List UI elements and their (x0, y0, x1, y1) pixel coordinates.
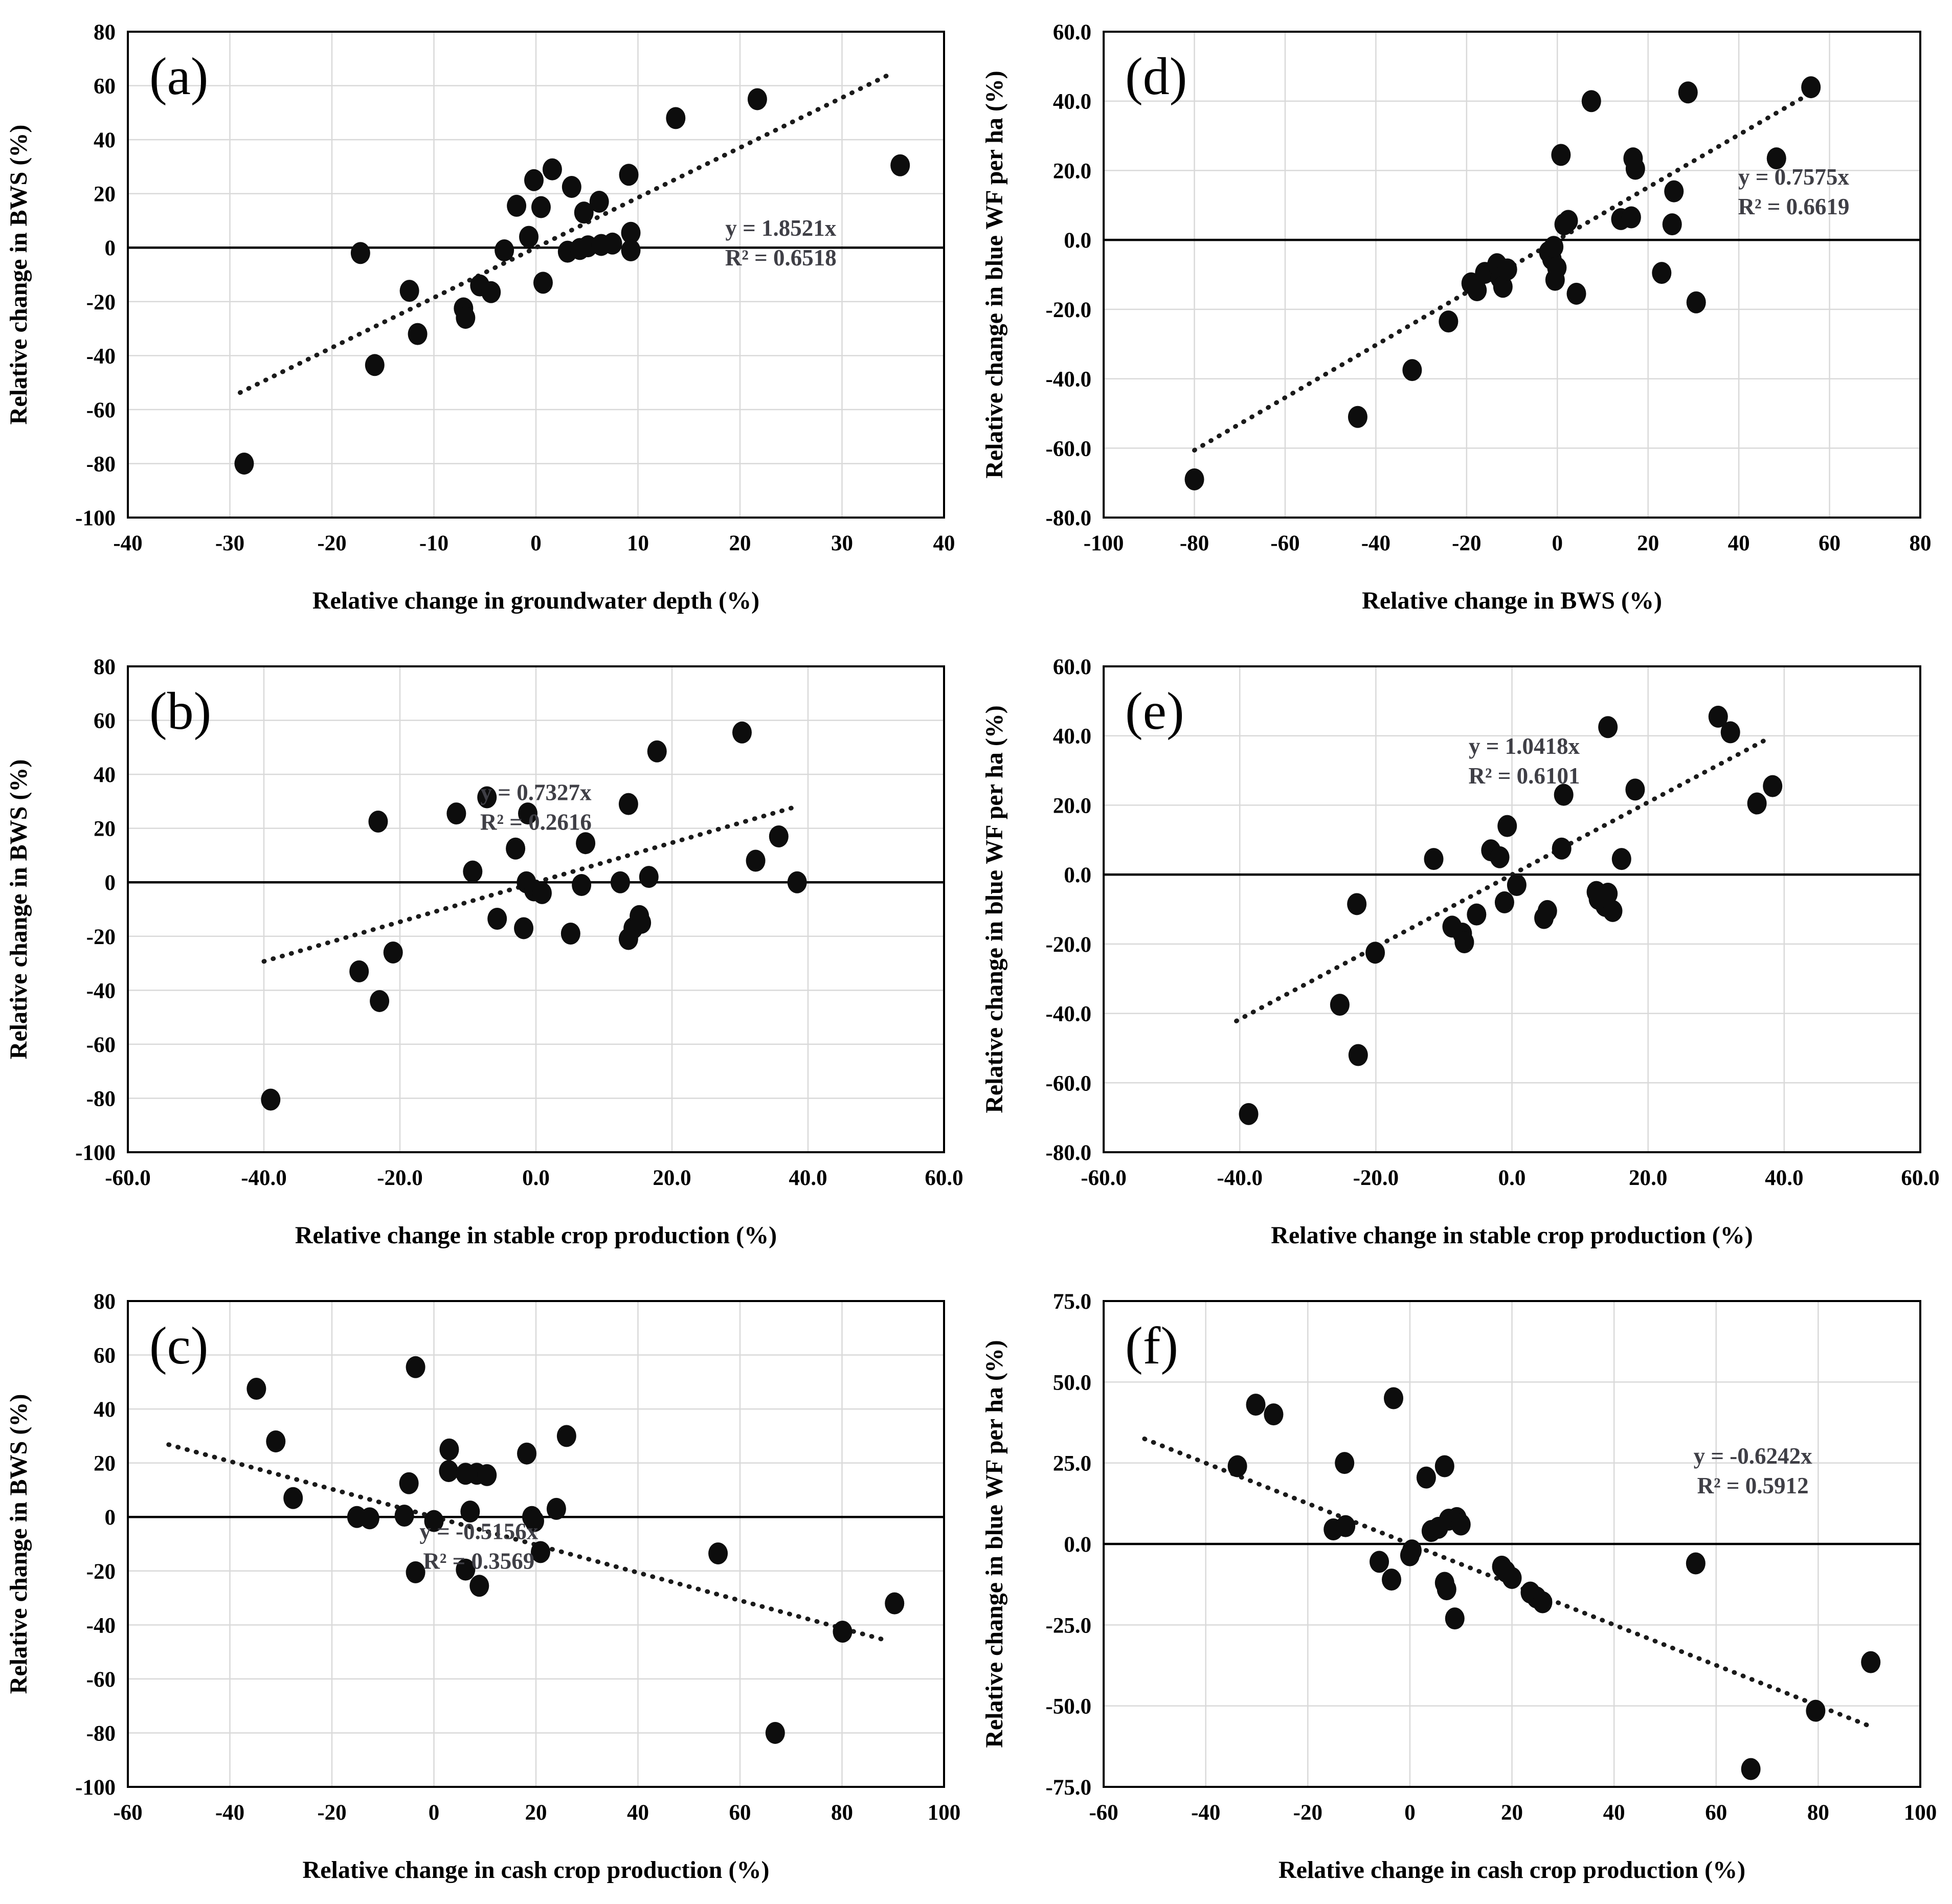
x-tick-label: 30 (831, 531, 853, 555)
x-axis-title: Relative change in stable crop production (%) (1271, 1222, 1753, 1249)
x-tick-label: 60.0 (1901, 1166, 1940, 1190)
x-tick-label: -20 (1452, 531, 1482, 555)
data-point (746, 850, 766, 872)
data-point (370, 990, 389, 1012)
y-axis-title: Relative change in BWS (%) (5, 759, 32, 1060)
data-point (788, 871, 807, 893)
data-point (399, 1472, 419, 1494)
x-tick-label: 40 (1603, 1801, 1625, 1825)
data-point (732, 722, 752, 744)
x-tick-label: 60 (1705, 1801, 1727, 1825)
y-tick-label: -20 (86, 925, 116, 949)
y-tick-label: 20 (94, 182, 116, 207)
panel-letter: (d) (1125, 47, 1187, 106)
y-tick-label: 0 (104, 871, 116, 895)
data-point (1625, 778, 1645, 800)
y-tick-label: -80 (86, 1721, 116, 1746)
x-axis-title: Relative change in cash crop production (%) (302, 1856, 770, 1884)
data-point (481, 281, 501, 303)
y-tick-label: 80 (94, 1290, 116, 1314)
y-axis-title: Relative change in blue WF per ha (%) (981, 71, 1008, 479)
panel-b (0, 635, 976, 1269)
r-squared-label: R² = 0.6518 (725, 245, 837, 271)
data-point (1246, 1394, 1266, 1416)
x-tick-label: -10 (419, 531, 449, 555)
data-point (890, 154, 910, 176)
y-tick-label: -60 (86, 1667, 116, 1692)
data-point (469, 1575, 489, 1597)
x-tick-label: 40 (933, 531, 955, 555)
data-point (748, 88, 767, 110)
data-point (1806, 1700, 1825, 1722)
x-tick-label: -20 (1293, 1801, 1323, 1825)
x-tick-label: 100 (1903, 1801, 1937, 1825)
data-point (1544, 236, 1563, 258)
y-tick-label: 0.0 (1064, 863, 1092, 888)
y-tick-label: 60.0 (1052, 20, 1092, 44)
r-squared-label: R² = 0.2616 (480, 809, 592, 835)
data-point (533, 272, 553, 294)
data-point (246, 1378, 266, 1400)
y-tick-label: -80 (86, 452, 116, 477)
x-tick-label: 60 (729, 1801, 751, 1825)
data-point (1747, 793, 1767, 815)
x-tick-label: 0 (428, 1801, 440, 1825)
x-tick-label: 40 (1727, 531, 1750, 555)
data-point (463, 861, 482, 883)
panel-letter: (a) (149, 47, 209, 106)
y-tick-label: 40 (94, 1398, 116, 1422)
data-point (632, 912, 651, 934)
y-tick-label: 20.0 (1052, 159, 1092, 184)
data-point (1490, 846, 1510, 868)
data-point (1437, 1578, 1456, 1600)
data-point (1349, 1044, 1368, 1066)
data-point (351, 242, 370, 264)
data-point (506, 838, 525, 860)
r-squared-label: R² = 0.6101 (1468, 763, 1580, 789)
data-point (1664, 181, 1684, 203)
x-tick-label: -20.0 (377, 1166, 423, 1190)
y-tick-label: -40 (86, 1614, 116, 1638)
x-tick-label: 20 (729, 531, 751, 555)
y-axis-title: Relative change in blue WF per ha (%) (981, 705, 1008, 1113)
x-tick-label: -40.0 (1217, 1166, 1263, 1190)
data-point (446, 802, 466, 824)
y-tick-label: 0 (104, 1506, 116, 1530)
y-tick-label: -80.0 (1045, 506, 1092, 530)
y-tick-label: 50.0 (1052, 1371, 1092, 1395)
panel-f-chart (976, 1269, 1952, 1904)
data-point (261, 1089, 280, 1111)
data-point (532, 882, 552, 904)
x-tick-label: 80 (1807, 1801, 1829, 1825)
x-tick-label: 0.0 (522, 1166, 550, 1190)
panel-f (976, 1269, 1952, 1904)
data-point (619, 164, 639, 186)
data-point (1330, 994, 1350, 1016)
panel-letter: (b) (149, 682, 212, 741)
data-point (234, 453, 254, 475)
x-tick-label: -40 (113, 531, 143, 555)
data-point (495, 239, 514, 261)
data-point (1603, 900, 1622, 922)
x-tick-label: 40 (627, 1801, 649, 1825)
data-point (639, 866, 659, 888)
data-point (1545, 269, 1565, 291)
data-point (400, 280, 419, 302)
data-point (557, 1425, 576, 1447)
y-tick-label: 60 (94, 709, 116, 733)
y-tick-label: -75.0 (1045, 1776, 1092, 1800)
data-point (590, 191, 609, 213)
data-point (572, 874, 591, 896)
data-point (1861, 1651, 1880, 1673)
data-point (1652, 262, 1671, 284)
x-tick-label: 20.0 (1629, 1166, 1668, 1190)
data-point (456, 307, 475, 329)
x-tick-label: -30 (215, 531, 245, 555)
data-point (708, 1542, 728, 1564)
data-point (1445, 1607, 1465, 1629)
data-point (1497, 815, 1517, 837)
r-squared-label: R² = 0.5912 (1697, 1473, 1809, 1499)
data-point (1686, 1553, 1706, 1575)
y-tick-label: -100 (75, 1141, 116, 1165)
y-tick-label: 20 (94, 817, 116, 841)
x-tick-label: 20 (1637, 531, 1659, 555)
x-tick-label: 20.0 (653, 1166, 691, 1190)
y-tick-label: -40 (86, 344, 116, 369)
data-point (647, 741, 667, 763)
panel-background (0, 0, 976, 635)
data-point (1552, 838, 1572, 860)
panel-letter: (c) (149, 1316, 209, 1375)
data-point (666, 107, 685, 129)
x-tick-label: 80 (831, 1801, 853, 1825)
y-tick-label: -80 (86, 1087, 116, 1111)
data-point (1533, 1592, 1552, 1614)
x-tick-label: 80 (1909, 531, 1932, 555)
x-tick-label: -40 (1191, 1801, 1221, 1825)
equation-label: y = 1.0418x (1469, 733, 1580, 759)
panel-a-chart (0, 0, 976, 635)
data-point (1435, 1455, 1454, 1477)
data-point (1567, 283, 1586, 305)
x-axis-title: Relative change in BWS (%) (1362, 587, 1662, 614)
data-point (384, 942, 403, 964)
data-point (487, 908, 507, 930)
x-tick-label: -60.0 (1081, 1166, 1127, 1190)
data-point (1335, 1452, 1354, 1474)
y-tick-label: 20 (94, 1451, 116, 1476)
data-point (1402, 359, 1422, 381)
y-tick-label: 40.0 (1052, 724, 1092, 749)
y-tick-label: -100 (75, 506, 116, 530)
data-point (349, 960, 369, 982)
x-tick-label: -40 (215, 1801, 245, 1825)
y-axis-title: Relative change in BWS (%) (5, 1394, 32, 1694)
equation-label: y = -0.5156x (419, 1518, 539, 1544)
panel-e-chart (976, 635, 1952, 1269)
y-tick-label: -40.0 (1045, 1002, 1092, 1026)
data-point (1239, 1103, 1259, 1125)
data-point (1451, 1514, 1471, 1536)
data-point (406, 1356, 425, 1378)
panel-d-chart (976, 0, 1952, 635)
x-tick-label: 100 (927, 1801, 961, 1825)
data-point (1507, 874, 1527, 896)
x-axis-title: Relative change in stable crop production (%) (295, 1222, 777, 1249)
y-tick-label: -100 (75, 1776, 116, 1800)
data-point (1622, 207, 1641, 229)
data-point (1763, 775, 1782, 797)
data-point (1687, 292, 1706, 313)
data-point (1495, 891, 1514, 913)
x-tick-label: -40.0 (241, 1166, 287, 1190)
data-point (1678, 81, 1698, 103)
x-axis-title: Relative change in cash crop production (%) (1278, 1856, 1746, 1884)
x-tick-label: 0 (530, 531, 542, 555)
x-axis-title: Relative change in groundwater depth (%) (312, 587, 760, 614)
y-tick-label: 0.0 (1064, 1533, 1092, 1557)
x-tick-label: -80 (1179, 531, 1209, 555)
y-tick-label: 75.0 (1052, 1290, 1092, 1314)
x-tick-label: -60 (113, 1801, 143, 1825)
y-tick-label: 25.0 (1052, 1451, 1092, 1476)
data-point (1801, 76, 1821, 98)
data-point (477, 1464, 497, 1486)
data-point (547, 1498, 566, 1520)
data-point (766, 1722, 785, 1744)
x-tick-label: 10 (627, 531, 649, 555)
y-tick-label: 20.0 (1052, 794, 1092, 818)
y-tick-label: 80 (94, 20, 116, 44)
data-point (769, 825, 789, 847)
y-tick-label: 60 (94, 1343, 116, 1368)
panel-d (976, 0, 1952, 635)
data-point (368, 811, 388, 833)
data-point (531, 196, 551, 218)
data-point (621, 239, 641, 261)
y-axis-title: Relative change in BWS (%) (5, 124, 32, 425)
x-tick-label: 20 (525, 1801, 547, 1825)
equation-label: y = 1.8521x (725, 215, 837, 241)
y-tick-label: -20 (86, 290, 116, 315)
data-point (1538, 900, 1557, 922)
data-point (1417, 1467, 1436, 1489)
data-point (1384, 1387, 1403, 1409)
data-point (519, 226, 539, 248)
data-point (562, 176, 581, 198)
y-tick-label: -40.0 (1045, 367, 1092, 392)
x-tick-label: -20.0 (1353, 1166, 1399, 1190)
data-point (1347, 893, 1366, 915)
x-tick-label: -100 (1083, 531, 1124, 555)
data-point (514, 917, 533, 939)
y-tick-label: 60 (94, 74, 116, 99)
data-point (1348, 406, 1367, 428)
data-point (885, 1593, 904, 1615)
y-tick-label: -20.0 (1045, 932, 1092, 957)
x-tick-label: 0 (1404, 1801, 1416, 1825)
y-tick-label: -50.0 (1045, 1694, 1092, 1719)
r-squared-label: R² = 0.6619 (1738, 194, 1850, 220)
data-point (1264, 1403, 1283, 1425)
data-point (1551, 144, 1570, 166)
data-point (439, 1460, 458, 1482)
data-point (1467, 904, 1486, 926)
data-point (1424, 848, 1444, 870)
x-tick-label: -40 (1361, 531, 1391, 555)
x-tick-label: -60 (1089, 1801, 1118, 1825)
y-tick-label: 80 (94, 655, 116, 679)
data-point (266, 1430, 285, 1452)
y-tick-label: -60 (86, 398, 116, 422)
y-tick-label: -20 (86, 1559, 116, 1584)
x-tick-label: 60 (1819, 531, 1841, 555)
data-point (1502, 1567, 1522, 1589)
y-tick-label: -60.0 (1045, 1071, 1092, 1096)
data-point (1663, 213, 1682, 235)
data-point (524, 169, 544, 191)
data-point (395, 1505, 414, 1527)
y-tick-label: -80.0 (1045, 1141, 1092, 1165)
data-point (439, 1439, 459, 1461)
panel-a (0, 0, 976, 635)
data-point (507, 195, 526, 217)
x-tick-label: -20 (317, 531, 347, 555)
panel-c (0, 1269, 976, 1904)
data-point (360, 1507, 379, 1529)
data-point (408, 323, 428, 345)
equation-label: y = 0.7575x (1738, 164, 1849, 190)
data-point (1439, 310, 1458, 332)
data-point (619, 793, 638, 815)
panel-letter: (e) (1125, 681, 1184, 741)
equation-label: y = -0.6242x (1693, 1443, 1812, 1469)
data-point (611, 871, 630, 893)
y-axis-title: Relative change in blue WF per ha (%) (981, 1340, 1008, 1748)
r-squared-label: R² = 0.3569 (423, 1548, 535, 1574)
data-point (543, 159, 562, 181)
data-point (1582, 90, 1601, 112)
y-tick-label: 0 (104, 236, 116, 261)
data-point (1498, 258, 1517, 280)
x-tick-label: 0 (1552, 531, 1563, 555)
data-point (283, 1487, 303, 1509)
y-tick-label: 40 (94, 128, 116, 153)
y-tick-label: 60.0 (1052, 655, 1092, 679)
data-point (1336, 1515, 1355, 1537)
y-tick-label: -40 (86, 979, 116, 1003)
x-tick-label: 60.0 (925, 1166, 963, 1190)
data-point (603, 233, 622, 255)
x-tick-label: 40.0 (789, 1166, 827, 1190)
x-tick-label: 20 (1501, 1801, 1523, 1825)
y-tick-label: -60 (86, 1033, 116, 1057)
panel-background (976, 1269, 1952, 1904)
data-point (1402, 1539, 1422, 1561)
data-point (1185, 468, 1204, 490)
y-tick-label: 40.0 (1052, 89, 1092, 114)
data-point (561, 923, 580, 945)
data-point (1559, 210, 1578, 232)
data-point (1382, 1569, 1401, 1591)
x-tick-label: -20 (317, 1801, 347, 1825)
x-tick-label: -60 (1270, 531, 1300, 555)
equation-label: y = 0.7327x (480, 779, 592, 805)
x-tick-label: -60.0 (105, 1166, 151, 1190)
panel-b-chart (0, 635, 976, 1269)
x-tick-label: 40.0 (1765, 1166, 1804, 1190)
data-point (517, 1443, 536, 1465)
data-point (406, 1561, 425, 1583)
y-tick-label: 0.0 (1064, 229, 1092, 253)
y-tick-label: 40 (94, 763, 116, 788)
data-point (576, 832, 595, 854)
data-point (365, 354, 385, 376)
panel-c-chart (0, 1269, 976, 1904)
data-point (1454, 931, 1474, 953)
y-tick-label: -60.0 (1045, 437, 1092, 461)
data-point (1741, 1758, 1761, 1780)
data-point (1228, 1455, 1247, 1477)
data-point (1721, 721, 1740, 743)
data-point (833, 1621, 852, 1643)
data-point (1626, 158, 1645, 180)
y-tick-label: -25.0 (1045, 1614, 1092, 1638)
panel-e (976, 635, 1952, 1269)
panel-letter: (f) (1125, 1316, 1179, 1375)
data-point (1598, 716, 1618, 738)
y-tick-label: -20.0 (1045, 298, 1092, 322)
data-point (1370, 1551, 1389, 1573)
x-tick-label: 0.0 (1498, 1166, 1526, 1190)
data-point (1365, 942, 1385, 964)
data-point (1612, 848, 1631, 870)
